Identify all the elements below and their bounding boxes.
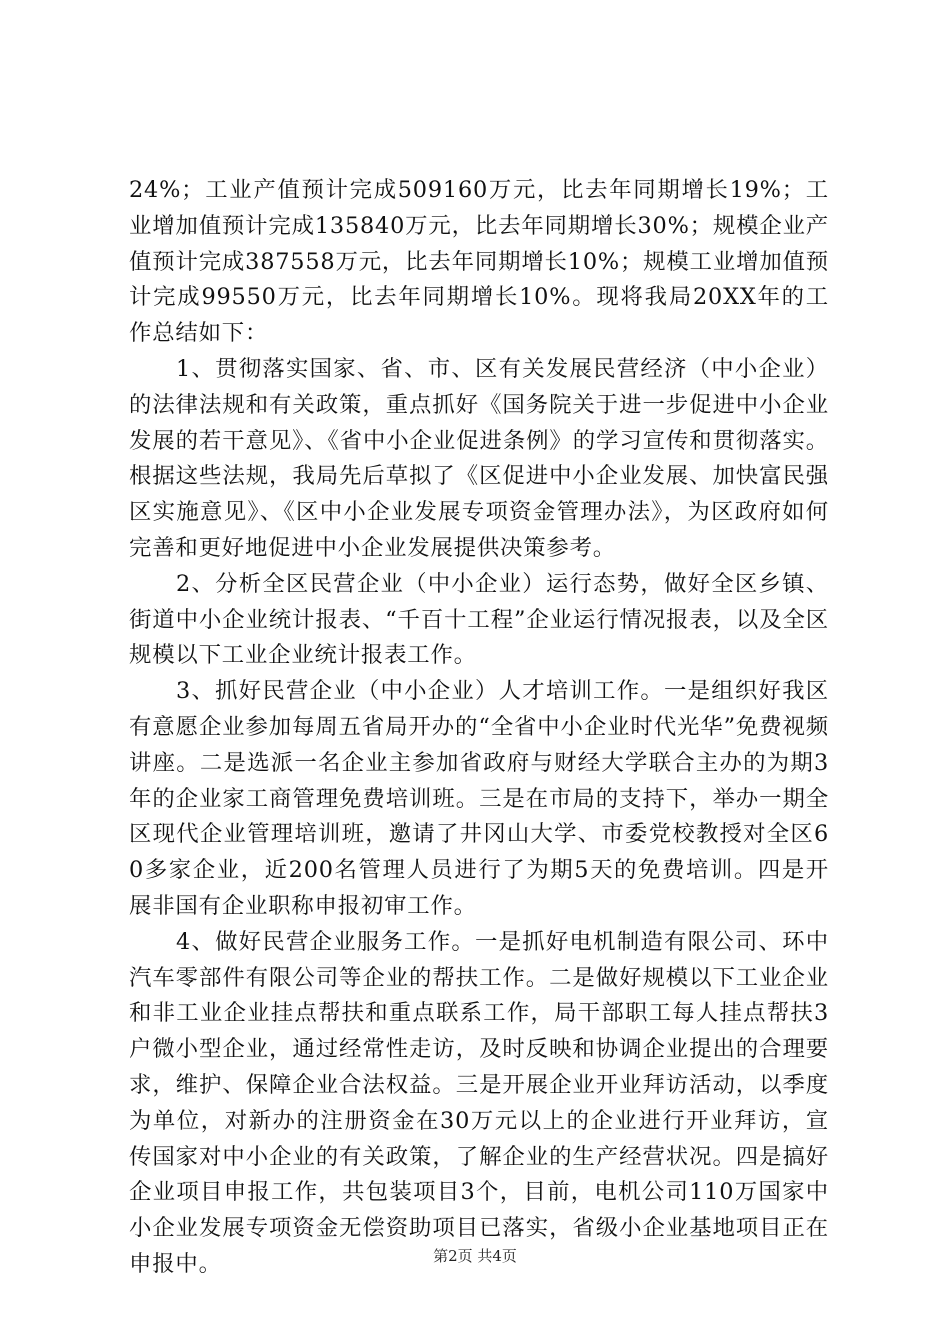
- paragraph-item-4: 4、做好民营企业服务工作。一是抓好电机制造有限公司、环中汽车零部件有限公司等企业的帮扶工作。二是做好规模以下工业企业和非工业企业挂点帮扶和重点联系工作，局干部职工每人挂点帮扶3户微小型企业，通过经常性走访，及时反映和协调企业提出的合理要求，维护、保障企业合法权益。三是开展企业开业拜访活动，以季度为单位，对新办的注册资金在30万元以上的企业进行开业拜访，宣传国家对中小企业的有关政策，了解企业的生产经营状况。四是搞好企业项目申报工作，共包装项目3个，目前，电机公司110万国家中小企业发展专项资金无偿资助项目已落实，省级小企业基地项目正在申报中。: [129, 928, 829, 1277]
- paragraph-item-3: 3、抓好民营企业（中小企业）人才培训工作。一是组织好我区有意愿企业参加每周五省局开办的“全省中小企业时代光华”免费视频讲座。二是选派一名企业主参加省政府与财经大学联合主办的为期3年的企业家工商管理免费培训班。三是在市局的支持下，举办一期全区现代企业管理培训班，邀请了井冈山大学、市委党校教授对全区60多家企业，近200名管理人员进行了为期5天的免费培训。四是开展非国有企业职称申报初审工作。: [129, 678, 829, 919]
- paragraph-continuation: 24%；工业产值预计完成509160万元，比去年同期增长19%；工业增加值预计完成135840万元，比去年同期增长30%；规模企业产值预计完成387558万元，比去年同期增长10%；规模工业增加值预计完成99550万元，比去年同期增长10%。现将我局20XX年的工作总结如下：: [129, 177, 829, 347]
- paragraph-item-2: 2、分析全区民营企业（中小企业）运行态势，做好全区乡镇、街道中小企业统计报表、“千百十工程”企业运行情况报表，以及全区规模以下工业企业统计报表工作。: [129, 570, 829, 669]
- page-footer: 第2页 共4页: [433, 1247, 517, 1265]
- document-body: [129, 173, 829, 1283]
- paragraph-item-1: 1、贯彻落实国家、省、市、区有关发展民营经济（中小企业）的法律法规和有关政策，重点抓好《国务院关于进一步促进中小企业发展的若干意见》、《省中小企业促进条例》的学习宣传和贯彻落实。根据这些法规，我局先后草拟了《区促进中小企业发展、加快富民强区实施意见》、《区中小企业发展专项资金管理办法》，为区政府如何完善和更好地促进中小企业发展提供决策参考。: [129, 355, 829, 561]
